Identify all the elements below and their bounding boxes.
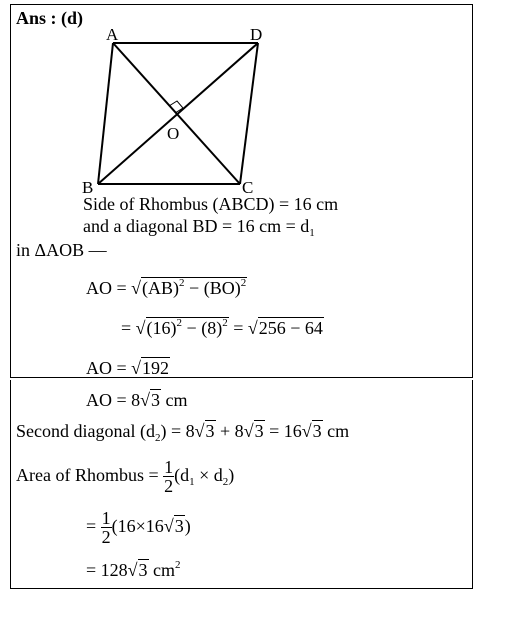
eq-ao-3: AO = √192 bbox=[86, 358, 170, 378]
triangle-line: in ΔAOB — bbox=[16, 240, 107, 260]
answer-label: Ans : (d) bbox=[16, 8, 84, 28]
side-ad bbox=[98, 43, 113, 184]
side-line: Side of Rhombus (ABCD) = 16 cm bbox=[83, 194, 339, 214]
vertex-d-label: D bbox=[250, 25, 263, 44]
eq-ao-4: AO = 8√3 cm bbox=[86, 390, 188, 410]
side-dc bbox=[240, 43, 258, 184]
area-final-line: = 128√3 $cm^2$ bbox=[86, 559, 181, 580]
area-formula-line: Area of Rhombus = $\frac{1}{2}$ $(d_1 \times d_2)$ bbox=[16, 457, 235, 497]
vertex-a-label: A bbox=[106, 25, 119, 44]
eq-ao-2: = $√(16)^2 - (8)^2 = √256 - 64$ bbox=[121, 317, 323, 338]
rhombus-figure bbox=[0, 0, 508, 200]
second-diagonal-line: Second diagonal $(d_2) = 8√3 + 8√3 = 16√3$ cm bbox=[16, 421, 350, 444]
vertex-b-label: B bbox=[82, 178, 94, 197]
center-o-label: O bbox=[167, 124, 180, 143]
diagonal-bd bbox=[98, 43, 258, 184]
vertex-c-label: C bbox=[242, 178, 254, 197]
eq-ao-1: AO = √(AB)$^2$ − (BO)$^2$ bbox=[86, 277, 247, 298]
diagonal-line: and a diagonal BD = 16 cm = $d_1$ bbox=[83, 216, 315, 239]
fraction-half-step: $\frac{1}{2}$ bbox=[101, 508, 111, 548]
fraction-half: $\frac{1}{2}$ bbox=[164, 457, 174, 497]
area-step-line: = $\frac{1}{2}$ (16×16√3) bbox=[86, 508, 191, 548]
